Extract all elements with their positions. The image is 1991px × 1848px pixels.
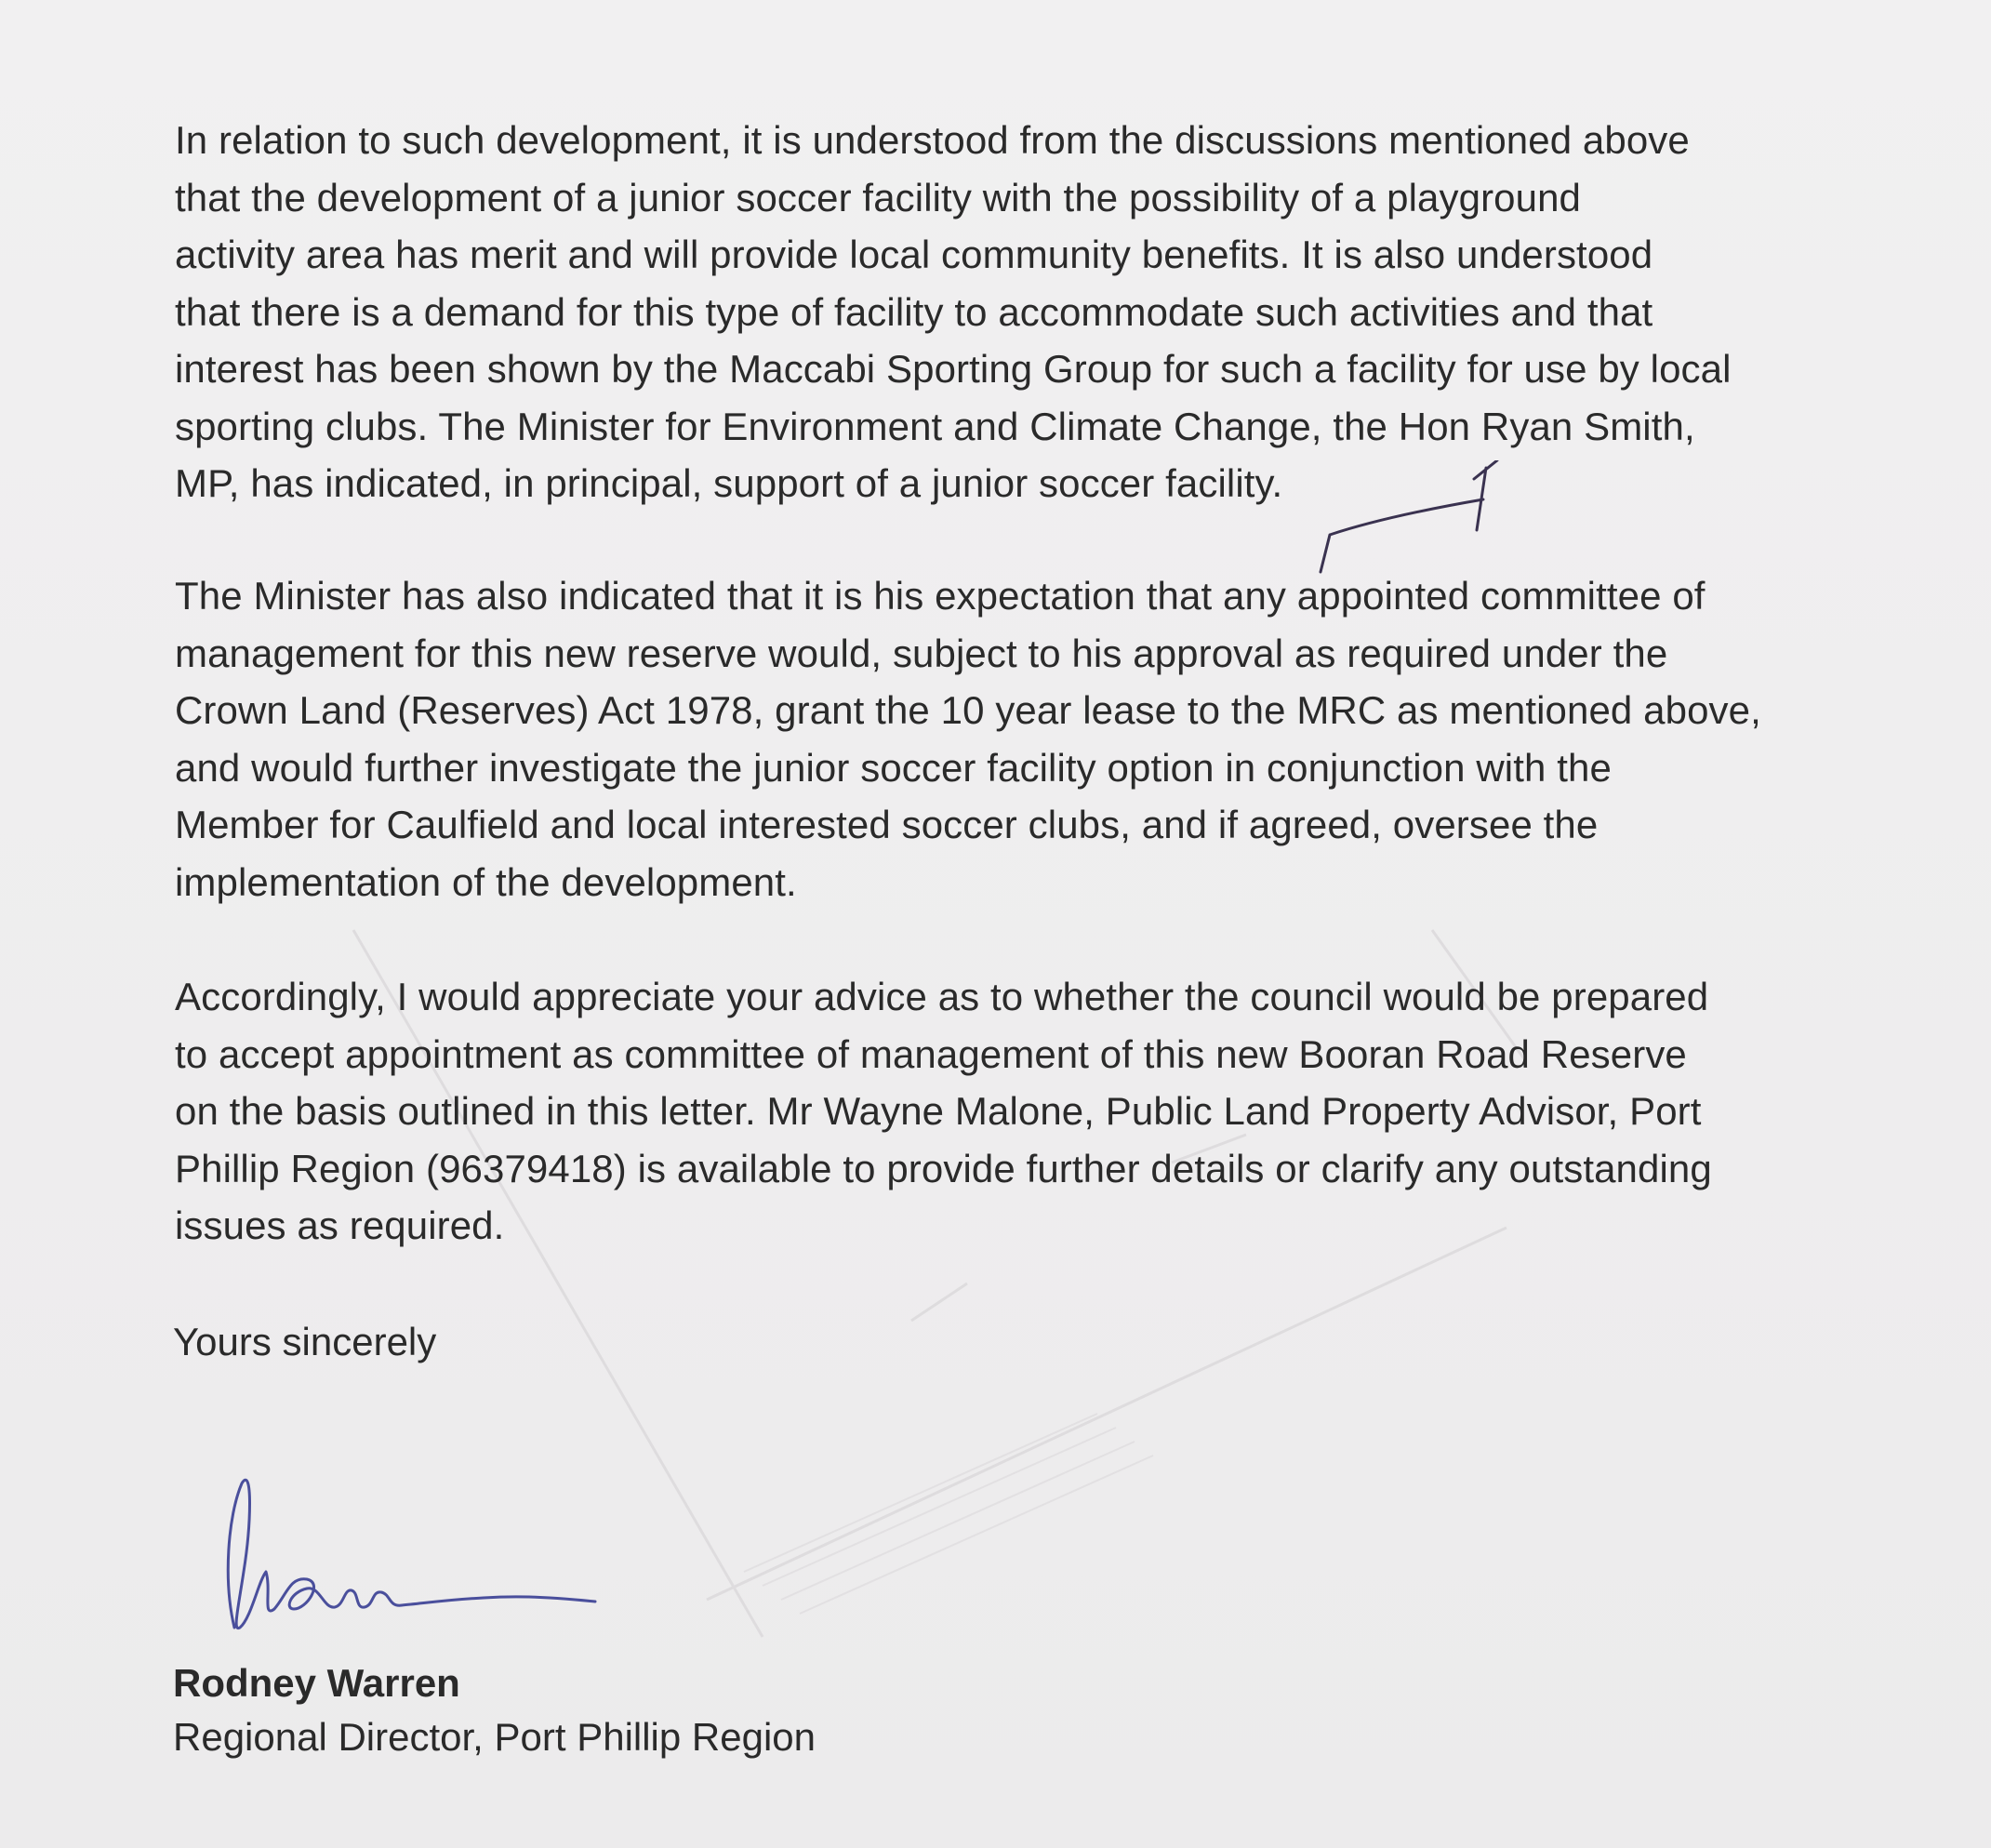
paragraph-development: In relation to such development, it is understood from the discussions mentioned above that the development of a junior soccer facility with the possibility of a playground activity area has merit and will provide local community benefits. It is also understood that there is a demand for this type of facility to accommodate such activities and that interest has been shown by the Maccabi Sporting Group for such a facility for use by local sporting clubs. The Minister for Environment and Climate Change, the Hon Ryan Smith, MP, has indicated, in principal, support of a junior soccer facility. — [175, 118, 1732, 505]
closing-salutation: Yours sincerely — [173, 1320, 437, 1363]
signatory-name: Rodney Warren — [173, 1661, 460, 1705]
paragraph-minister-expectation: The Minister has also indicated that it is his expectation that any appointed committee of management for this new reserve would, subject to his approval as required under the Crown Land (Reserves) Act 1978, grant the 10 year lease to the MRC as mentioned above, and would further investigate the junior soccer facility option in conjunction with the Member for Caulfield and local interested soccer clubs, and if agreed, oversee the implementation of the development. — [175, 574, 1761, 904]
pen-mark — [1302, 460, 1525, 581]
handwritten-signature — [205, 1469, 614, 1655]
paragraph-request-advice: Accordingly, I would appreciate your advice as to whether the council would be prepared to accept appointment as committee of management of this new Booran Road Reserve on the basis outlined in this letter. Mr Wayne Malone, Public Land Property Advisor, Port Phillip Region (96379418) is available to provide further details or clarify any outstanding issues as required. — [175, 975, 1712, 1247]
signatory-title: Regional Director, Port Phillip Region — [173, 1715, 816, 1759]
